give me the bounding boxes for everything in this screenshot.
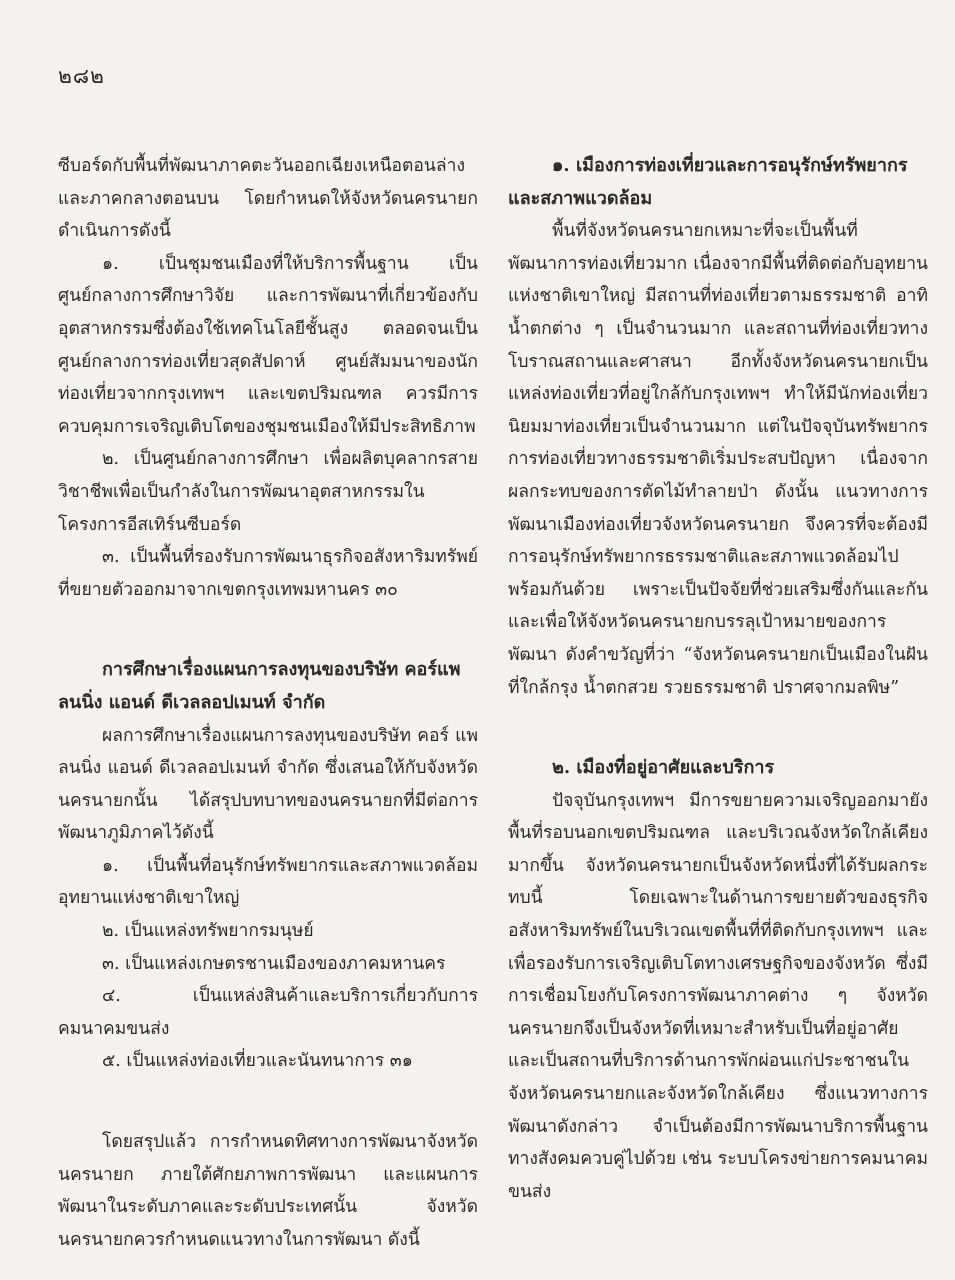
paragraph: ผลการศึกษาเรื่องแผนการลงทุนของบริษัท คอร์ แพลนนิ่ง แอนด์ ดีเวลลอปเมนท์ จำกัด ซึ่งเสนอให้กับจังหวัดนครนายกนั้น ได้สรุปบทบาทของนครนายกที่มีต่อการพัฒนาภูมิภาคไว้ดังนี้ [58,725,478,844]
left-column [58,150,478,1256]
list-item: ๓. เป็นพื้นที่รองรับการพัฒนาธุรกิจอสังหาริมทรัพย์ที่ขยายตัวออกมาจากเขตกรุงเทพมหานคร ๓๐ [58,547,478,600]
section-heading: การศึกษาเรื่องแผนการลงทุนของบริษัท คอร์แพลนนิ่ง แอนด์ ดีเวลลอปเมนท์ จำกัด [58,659,461,713]
list-item: ๓. เป็นแหล่งเกษตรชานเมืองของภาคมหานคร [102,953,446,974]
list-item: ๔. เป็นแหล่งสินค้าและบริการเกี่ยวกับการคมนาคมขนส่ง [58,986,478,1039]
right-column [508,150,928,1208]
paragraph: โดยสรุปแล้ว การกำหนดทิศทางการพัฒนาจังหวัดนครนายก ภายใต้ศักยภาพการพัฒนา และแผนการพัฒนาในระดับภาคและระดับประเทศนั้น จังหวัดนครนายกควรกำหนดแนวทางในการพัฒนา ดังนี้ [58,1132,478,1250]
list-item: ๒. เป็นแหล่งทรัพยากรมนุษย์ [102,921,314,942]
section-heading: ๒. เมืองที่อยู่อาศัยและบริการ [552,757,775,779]
list-item: ๕. เป็นแหล่งท่องเที่ยวและนันทนาการ ๓๑ [102,1051,413,1072]
paragraph: ปัจจุบันกรุงเทพฯ มีการขยายความเจริญออกมายังพื้นที่รอบนอกเขตปริมณฑล และบริเวณจังหวัดใกล้เคียงมากขึ้น จังหวัดนครนายกเป็นจังหวัดหนึ่งที่ได้รับผลกระทบนี้ โดยเฉพาะในด้านการขยายตัวของธุรกิจอสังหาริมทรัพย์ในบริเวณเขตพื้นที่ที่ติดกับกรุงเทพฯ และเพื่อรองรับการเจริญเติบโตทางเศรษฐกิจของจังหวัด ซึ่งมีการเชื่อมโยงกับโครงการพัฒนาภาคต่าง ๆ จังหวัดนครนายกจึงเป็นจังหวัดที่เหมาะสำหรับเป็นที่อยู่อาศัย และเป็นสถานที่บริการด้านการพักผ่อนแก่ประชาชนในจังหวัดนครนายกและจังหวัดใกล้เคียง ซึ่งแนวทางการพัฒนาดังกล่าว จำเป็นต้องมีการพัฒนาบริการพื้นฐานทางสังคมควบคู่ไปด้วย เช่น ระบบโครงข่ายการคมนาคมขนส่ง [508,790,928,1202]
paragraph: พื้นที่จังหวัดนครนายกเหมาะที่จะเป็นพื้นที่พัฒนาการท่องเที่ยวมาก เนื่องจากมีพื้นที่ติดต่อกับอุทยานแห่งชาติเขาใหญ่ มีสถานที่ท่องเที่ยวตามธรรมชาติ อาทิ น้ำตกต่าง ๆ เป็นจำนวนมาก และสถานที่ท่องเที่ยวทางโบราณสถานและศาสนา อีกทั้งจังหวัดนครนายกเป็นแหล่งท่องเที่ยวที่อยู่ใกล้กับกรุงเทพฯ ทำให้มีนักท่องเที่ยวนิยมมาท่องเที่ยวเป็นจำนวนมาก แต่ในปัจจุบันทรัพยากรการท่องเที่ยวทางธรรมชาติเริ่มประสบปัญหา เนื่องจากผลกระทบของการตัดไม้ทำลายป่า ดังนั้น แนวทางการพัฒนาเมืองท่องเที่ยวจังหวัดนครนายก จึงควรที่จะต้องมีการอนุรักษ์ทรัพยากรธรรมชาติและสภาพแวดล้อมไปพร้อมกันด้วย เพราะเป็นปัจจัยที่ช่วยเสริมซึ่งกันและกัน และเพื่อให้จังหวัดนครนายกบรรลุเป้าหมายของการพัฒนา ดังคำขวัญที่ว่า “จังหวัดนครนายกเป็นเมืองในฝันที่ใกล้กรุง น้ำตกสวย รวยธรรมชาติ ปราศจากมลพิษ” [508,221,928,698]
list-item: ๑. เป็นชุมชนเมืองที่ให้บริการพื้นฐาน เป็นศูนย์กลางการศึกษาวิจัย และการพัฒนาที่เกี่ยวข้องกับอุตสาหกรรมซึ่งต้องใช้เทคโนโลยีชั้นสูง ตลอดจนเป็นศูนย์กลางการท่องเที่ยวสุดสัปดาห์ ศูนย์สัมมนาของนักท่องเที่ยวจากกรุงเทพฯ และเขตปริมณฑล ควรมีการควบคุมการเจริญเติบโตของชุมชนเมืองให้มีประสิทธิภาพ [58,253,478,437]
paragraph: ซีบอร์ดกับพื้นที่พัฒนาภาคตะวันออกเฉียงเหนือตอนล่าง และภาคกลางตอนบน โดยกำหนดให้จังหวัดนครนายกดำเนินการดังนี้ [58,156,478,242]
list-item: ๑. เป็นพื้นที่อนุรักษ์ทรัพยากรและสภาพแวดล้อม อุทยานแห่งชาติเขาใหญ่ [58,855,478,909]
list-item: ๒. เป็นศูนย์กลางการศึกษา เพื่อผลิตบุคลากรสายวิชาชีพเพื่อเป็นกำลังในการพัฒนาอุตสาหกรรมในโครงการอีสเทิร์นซีบอร์ด [58,449,478,535]
section-heading: ๑. เมืองการท่องเที่ยวและการอนุรักษ์ทรัพยากรและสภาพแวดล้อม [508,155,908,209]
page-number: ๒๘๒ [58,64,105,88]
